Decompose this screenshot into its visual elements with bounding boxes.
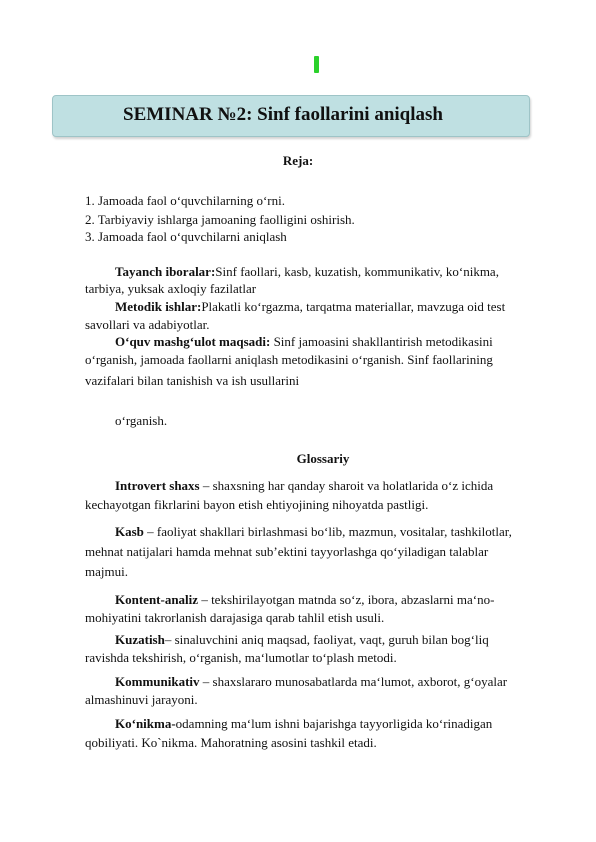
goal-text-3: vazifalari bilan tanishish va ish usullarini: [85, 373, 300, 388]
glossary-kontent-text-1: – tekshirilayotgan matnda so‘z, ibora, abzaslarni ma‘no-: [198, 592, 495, 607]
glossary-introvert-text-2: kechayotgan fikrlarini bayon etish ehtiyojining nihoyatda pastligi.: [85, 497, 429, 512]
methods-label: Metodik ishlar:: [115, 299, 202, 314]
glossary-kommunikativ-text-1: – shaxslararo munosabatlarda ma‘lumot, axborot, g‘oyalar: [199, 674, 508, 689]
page-title: SEMINAR №2: Sinf faollarini aniqlash: [123, 104, 443, 125]
plan-item-1: 1. Jamoada faol o‘quvchilarning o‘rni.: [85, 193, 285, 208]
keywords-line-1: [115, 264, 499, 280]
green-marker: [314, 56, 319, 73]
glossary-kontent-text-2: mohiyatini takrorlanish darajasiga qarab tahlil etish usuli.: [85, 610, 385, 625]
glossary-konikma-line-1: [115, 716, 492, 732]
glossary-kommunikativ-text-2: almashinuvi jarayoni.: [85, 692, 198, 707]
glossary-kommunikativ-line-1: [115, 674, 507, 690]
goal-line-1: [115, 334, 493, 350]
methods-text-2: savollari va adabiyotlar.: [85, 317, 210, 332]
glossary-konikma-term: Ko‘nikma-: [115, 716, 176, 731]
glossary-introvert-text-1: – shaxsning har qanday sharoit va holatlarida o‘z ichida: [199, 478, 494, 493]
plan-heading: Reja:: [282, 153, 314, 168]
goal-text-4: o‘rganish.: [115, 413, 168, 428]
methods-text-1: Plakatli ko‘rgazma, tarqatma materiallar, mavzuga oid test: [201, 299, 506, 314]
goal-text-2: o‘rganish, jamoada faollarni aniqlash metodikasini o‘rganish. Sinf faollarining: [85, 352, 493, 367]
glossary-introvert-term: Introvert shaxs: [115, 478, 200, 493]
glossary-kontent-line-1: [115, 592, 494, 608]
glossary-introvert-line-1: [115, 478, 493, 494]
plan-item-2: 2. Tarbiyaviy ishlarga jamoaning faolligini oshirish.: [85, 212, 355, 227]
glossary-kontent-term: Kontent-analiz: [115, 592, 199, 607]
glossary-konikma-text-2: qobiliyati. Ko`nikma. Mahoratning asosini tashkil etadi.: [85, 735, 377, 750]
keywords-text-2: tarbiya, yuksak axloqiy fazilatlar: [85, 281, 257, 296]
glossary-kuzatish-line-1: [115, 632, 489, 648]
glossary-kommunikativ-term: Kommunikativ: [115, 674, 200, 689]
glossary-konikma-text-1: odamning ma‘lum ishni bajarishga tayyorligida ko‘rinadigan: [175, 716, 493, 731]
glossary-kasb-text-2: mehnat natijalari hamda mehnat sub’ektini tayyorlashga qo‘yiladigan talablar: [85, 544, 489, 559]
title-banner: [52, 95, 530, 137]
goal-label: O‘quv mashg‘ulot maqsadi:: [115, 334, 271, 349]
glossary-kasb-line-1: [115, 524, 512, 540]
goal-text-1: Sinf jamoasini shakllantirish metodikasini: [270, 334, 493, 349]
glossary-kasb-text-1: – faoliyat shakllari birlashmasi bo‘lib, mazmun, vositalar, tashkilotlar,: [143, 524, 512, 539]
glossary-kuzatish-text-1: – sinaluvchini aniq maqsad, faoliyat, vaqt, guruh bilan bog‘liq: [164, 632, 489, 647]
glossary-kasb-term: Kasb: [115, 524, 144, 539]
keywords-text-1: Sinf faollari, kasb, kuzatish, kommunikativ, ko‘nikma,: [215, 264, 499, 279]
glossary-kasb-text-3: majmui.: [85, 564, 128, 579]
methods-line-1: [115, 299, 505, 315]
glossary-heading: Glossariy: [296, 451, 350, 466]
keywords-label: Tayanch iboralar:: [115, 264, 216, 279]
glossary-kuzatish-text-2: ravishda tekshirish, o‘rganish, ma‘lumotlar to‘plash metodi.: [85, 650, 397, 665]
glossary-kuzatish-term: Kuzatish: [115, 632, 165, 647]
plan-item-3: 3. Jamoada faol o‘quvchilarni aniqlash: [85, 229, 287, 244]
